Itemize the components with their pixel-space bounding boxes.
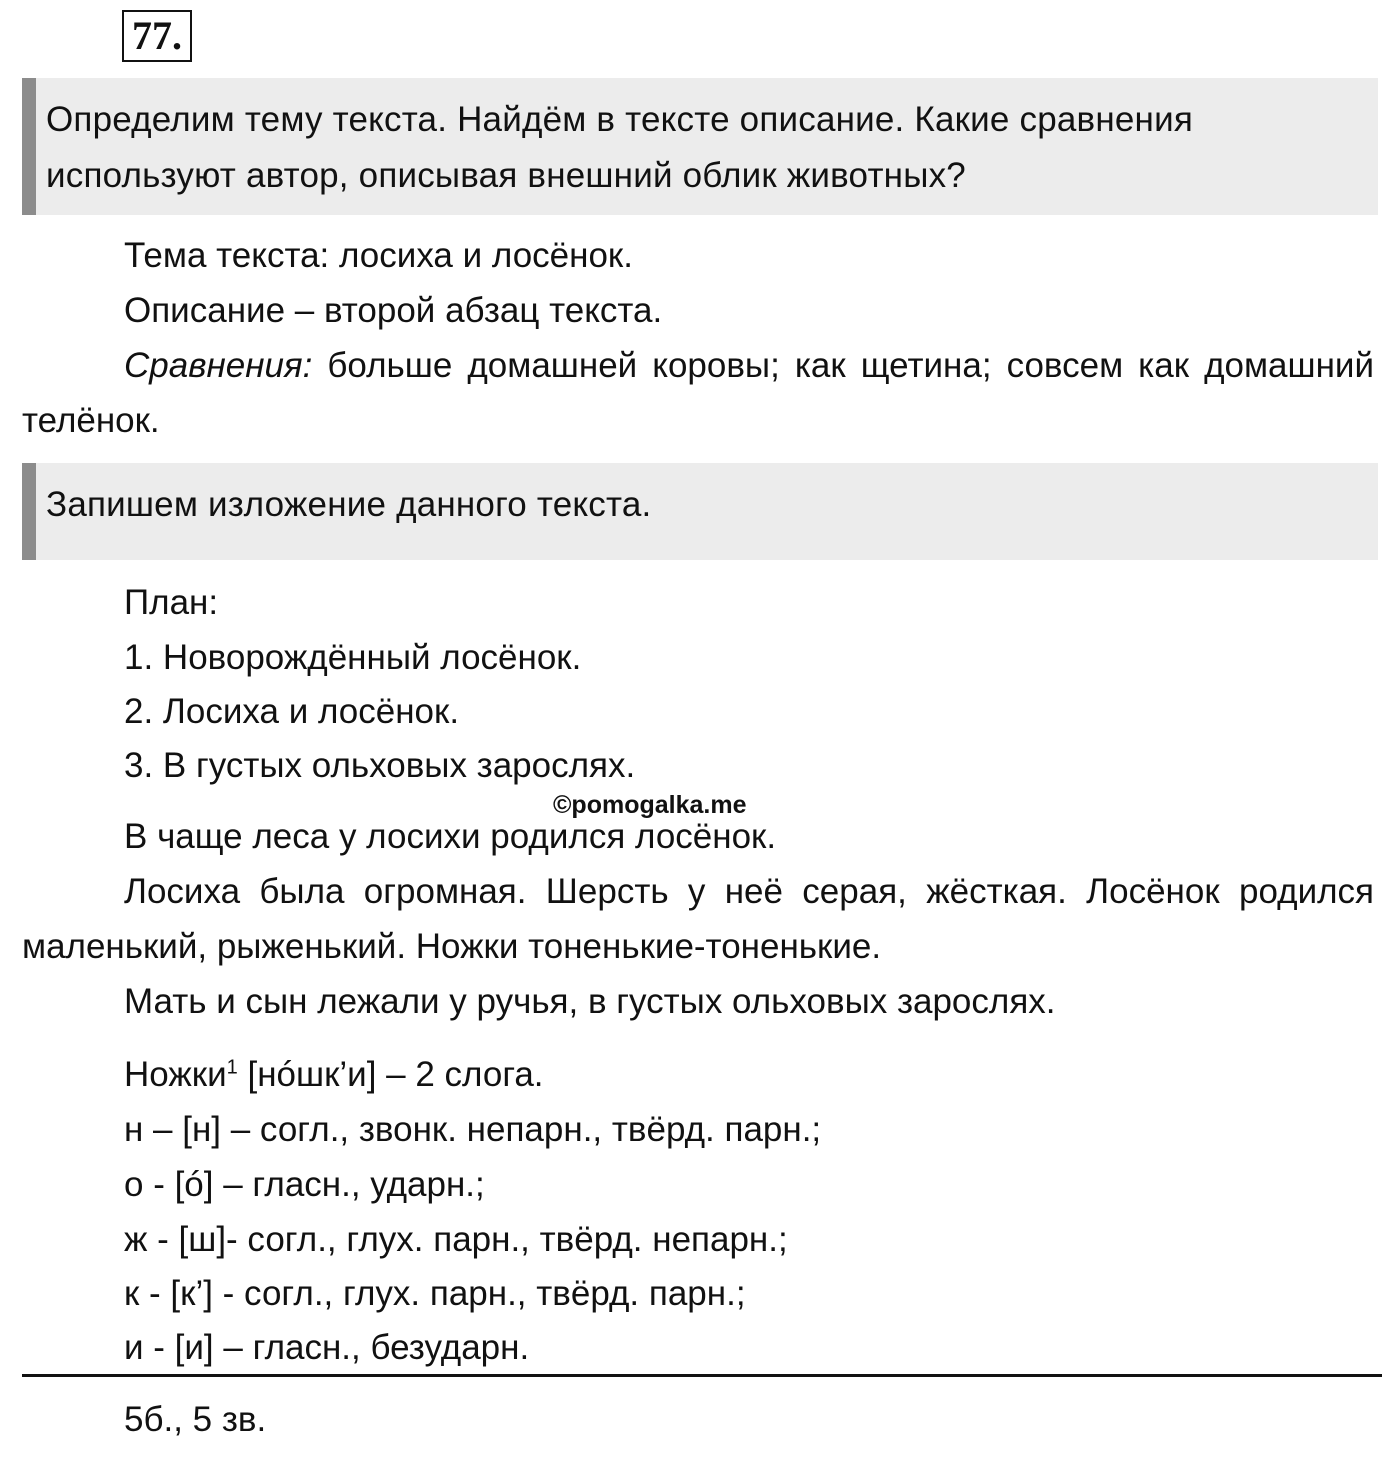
prompt-text: Запишем изложение данного текста.: [46, 485, 652, 524]
prompt-text: Определим тему текста. Найдём в тексте описание. Какие сравнения используют автор, описывая внешний облик животных?: [46, 100, 1193, 195]
analysis-summary: 5б., 5 зв.: [124, 1400, 267, 1439]
word-analysis-heading: [22, 1047, 1374, 1102]
letter-analysis-line: ж - [ш]- согл., глух. парн., твёрд. непарн.;: [124, 1220, 788, 1259]
analysis-transcription: [нóшк’и] – 2 слога.: [237, 1055, 544, 1094]
watermark: ©pomogalka.me: [553, 791, 747, 819]
letter-analysis-line: о - [ó] – гласн., ударн.;: [124, 1165, 485, 1204]
analysis-word: Ножки: [124, 1055, 227, 1094]
letter-analysis-line: н – [н] – согл., звонк. непарн., твёрд. парн.;: [124, 1110, 822, 1149]
footnote-mark: 1: [226, 1056, 238, 1079]
theme-line: Тема текста: лосиха и лосёнок.: [124, 236, 633, 275]
plan-item: 1. Новорождённый лосёнок.: [124, 638, 582, 677]
comparisons-text: больше домашней коровы; как щетина; совсем как домашний телёнок.: [22, 346, 1374, 440]
summary-divider: [22, 1374, 1382, 1377]
letter-analysis-line: и - [и] – гласн., безударн.: [124, 1328, 530, 1367]
plan-item: 2. Лосиха и лосёнок.: [124, 692, 460, 731]
letter-analysis-line: к - [к’] - согл., глух. парн., твёрд. парн.;: [124, 1274, 746, 1313]
prompt-box-retelling: [22, 463, 1378, 560]
prompt-box-theme: [22, 78, 1378, 215]
description-line: Описание – второй абзац текста.: [124, 291, 663, 330]
comparisons-label: Сравнения:: [124, 346, 313, 385]
plan-item: 3. В густых ольховых зарослях.: [124, 746, 636, 785]
task-number: 77.: [122, 10, 192, 62]
retelling-paragraph: В чаще леса у лосихи родился лосёнок.: [124, 817, 777, 856]
retelling-paragraph: Лосиха была огромная. Шерсть у неё серая, жёсткая. Лосёнок родился маленький, рыженький. Ножки тоненькие-тоненькие.: [22, 872, 1374, 966]
retelling-paragraph: Мать и сын лежали у ручья, в густых ольховых зарослях.: [124, 982, 1056, 1021]
comparisons-paragraph: [22, 338, 1374, 448]
plan-title: План:: [124, 583, 219, 622]
